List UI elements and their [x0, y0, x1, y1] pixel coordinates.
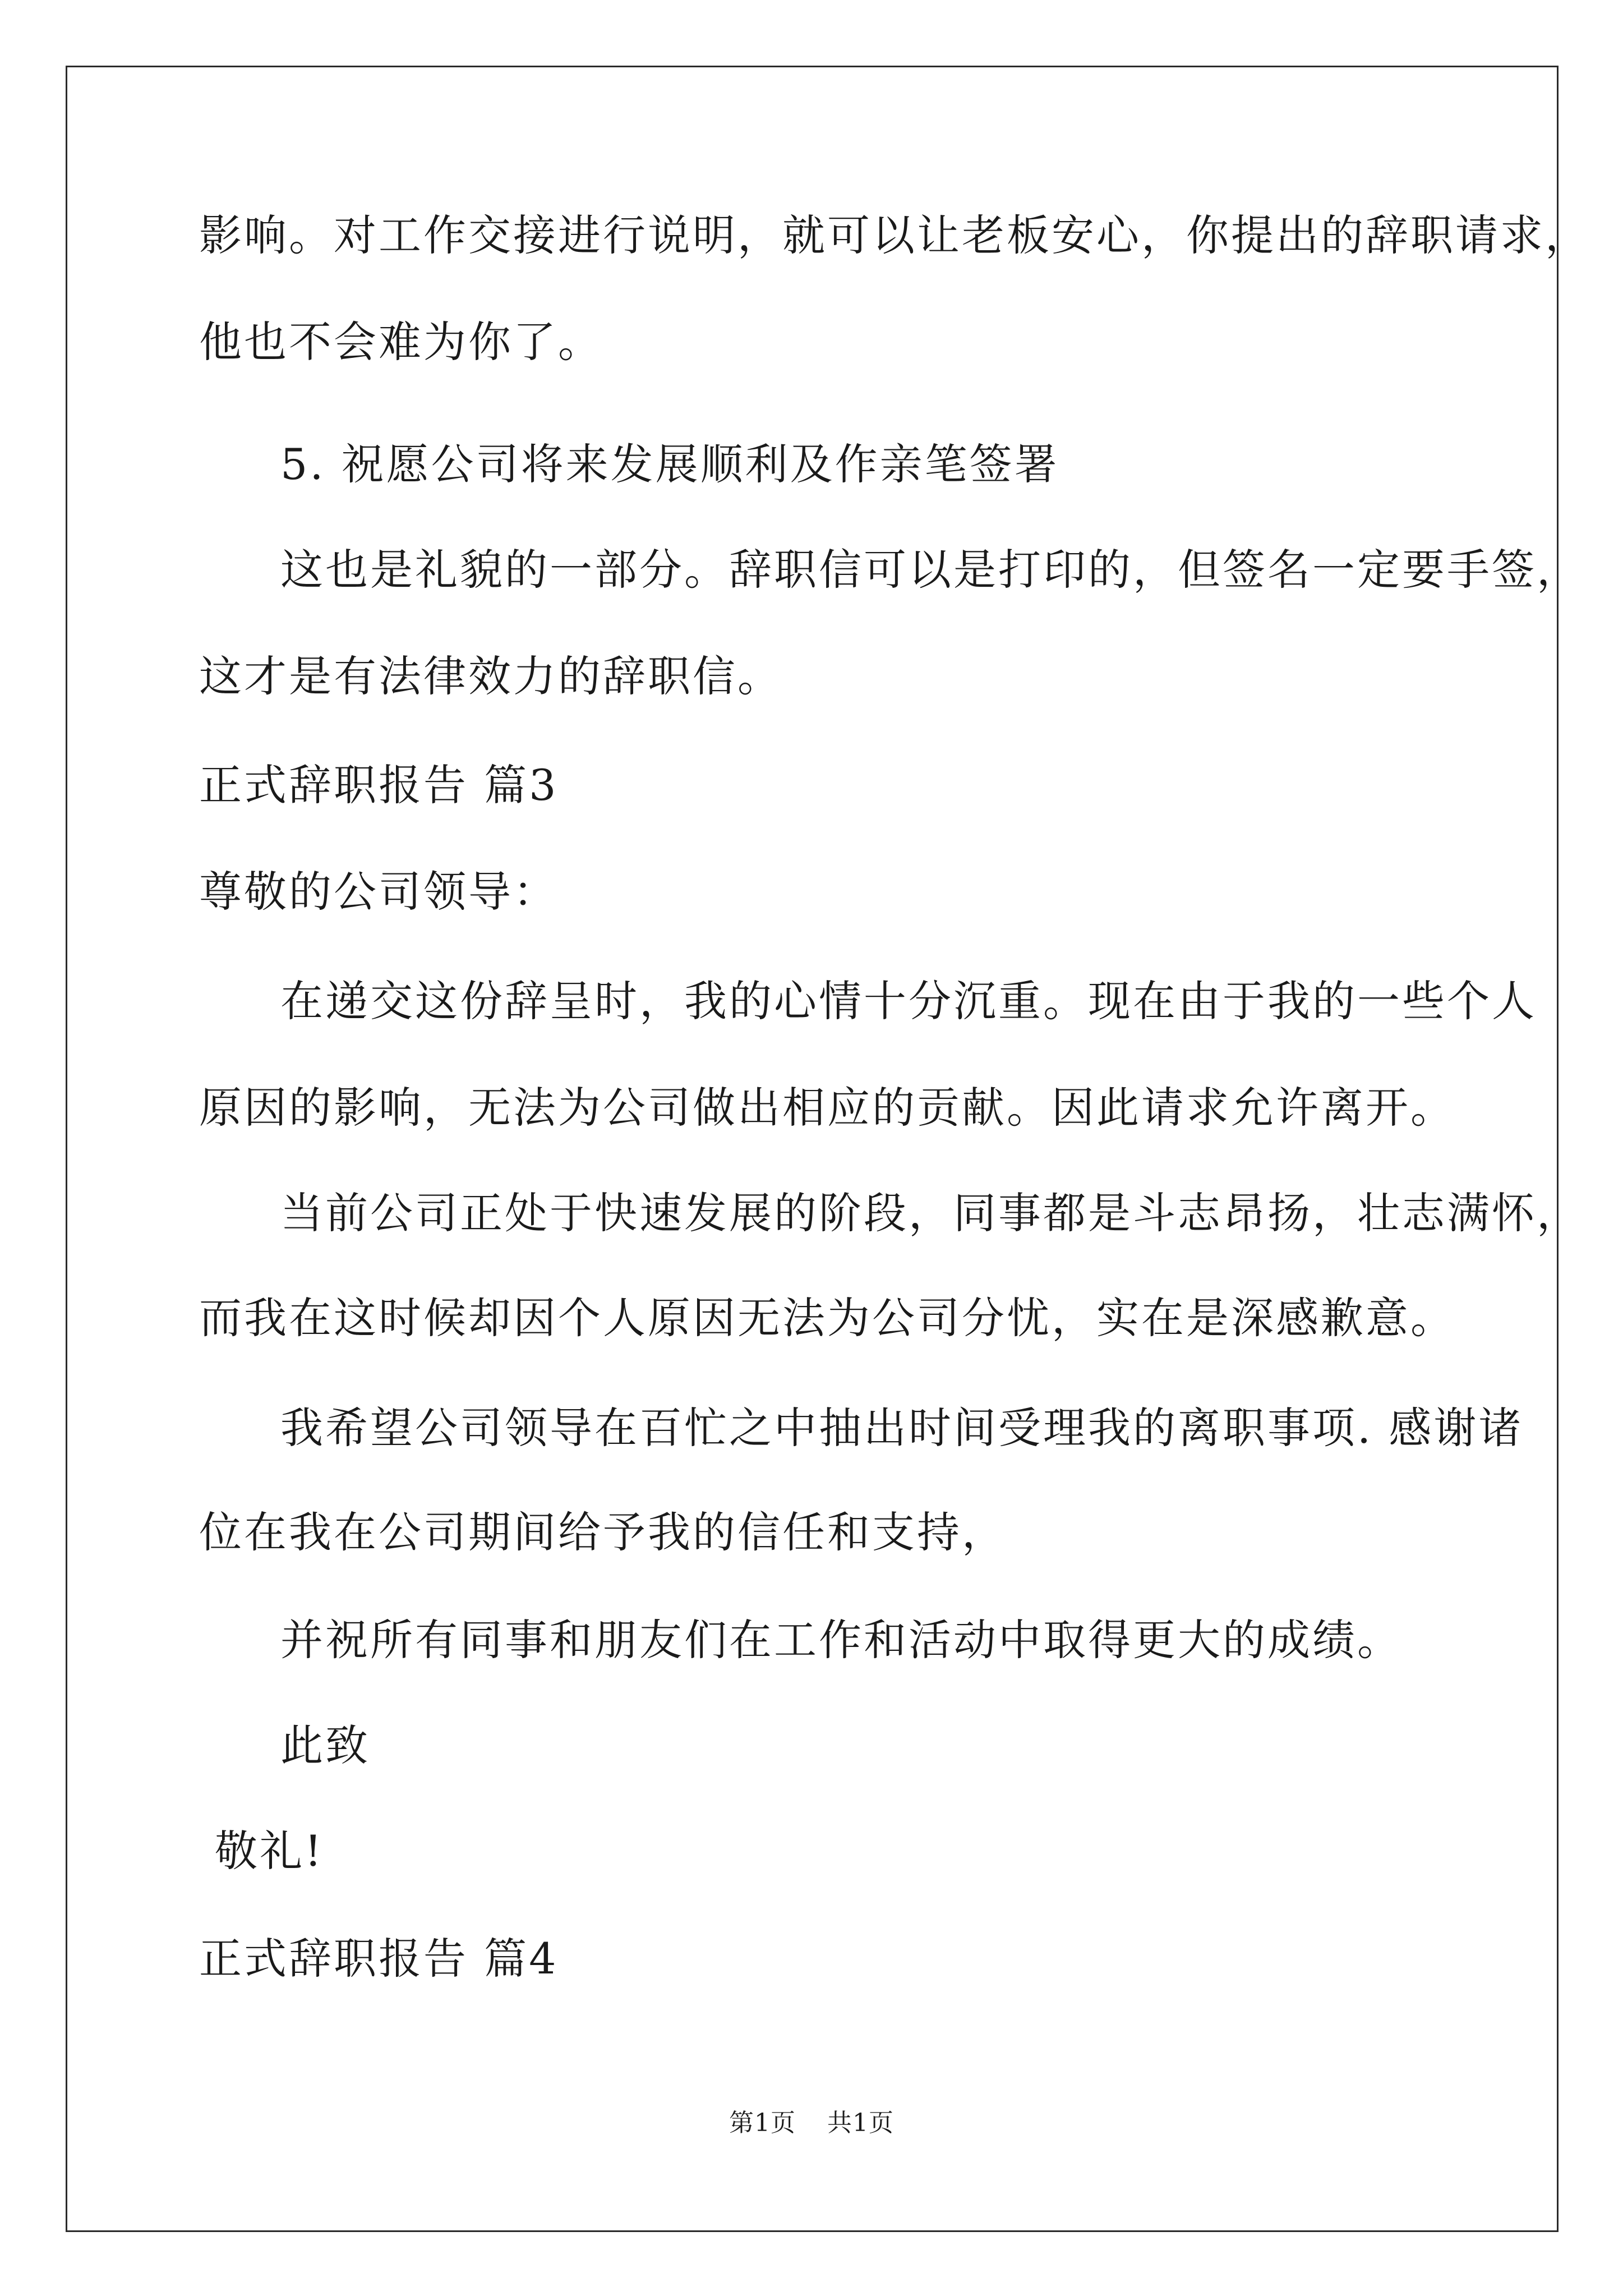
- paragraph-line: 这才是有法律效力的辞职信。: [199, 651, 782, 701]
- paragraph-line: 位在我在公司期间给予我的信任和支持，: [199, 1507, 1007, 1557]
- paragraph-line: 原因的影响，无法为公司做出相应的贡献。因此请求允许离开。: [199, 1083, 1455, 1133]
- paragraph-line: 在递交这份辞呈时，我的心情十分沉重。现在由于我的一些个人: [280, 976, 1537, 1026]
- greeting: 尊敬的公司领导：: [199, 867, 558, 917]
- section-title: 正式辞职报告 篇4: [199, 1934, 559, 1984]
- page-border: [66, 66, 1559, 2232]
- paragraph-line: 并祝所有同事和朋友们在工作和活动中取得更大的成绩。: [280, 1615, 1402, 1665]
- page-total: 共1页: [827, 2109, 894, 2137]
- section-title: 正式辞职报告 篇3: [199, 760, 559, 810]
- page-number: 第1页: [729, 2109, 796, 2137]
- paragraph-line: 这也是礼貌的一部分。辞职信可以是打印的，但签名一定要手签，: [280, 545, 1581, 595]
- closing-line: 此致: [280, 1720, 370, 1770]
- paragraph-line: 而我在这时候却因个人原因无法为公司分忧，实在是深感歉意。: [199, 1293, 1455, 1343]
- page-footer: [0, 2106, 1623, 2140]
- paragraph-line: 影响。对工作交接进行说明，就可以让老板安心，你提出的辞职请求，: [199, 210, 1590, 260]
- paragraph-line: 他也不会难为你了。: [199, 317, 603, 367]
- section-item-heading: 5. 祝愿公司将来发展顺利及作亲笔签署: [280, 439, 1059, 489]
- paragraph-line: 我希望公司领导在百忙之中抽出时间受理我的离职事项. 感谢诸: [280, 1403, 1524, 1453]
- paragraph-line: 当前公司正处于快速发展的阶段，同事都是斗志昂扬，壮志满怀，: [280, 1188, 1581, 1238]
- salutation: 敬礼!: [215, 1826, 324, 1876]
